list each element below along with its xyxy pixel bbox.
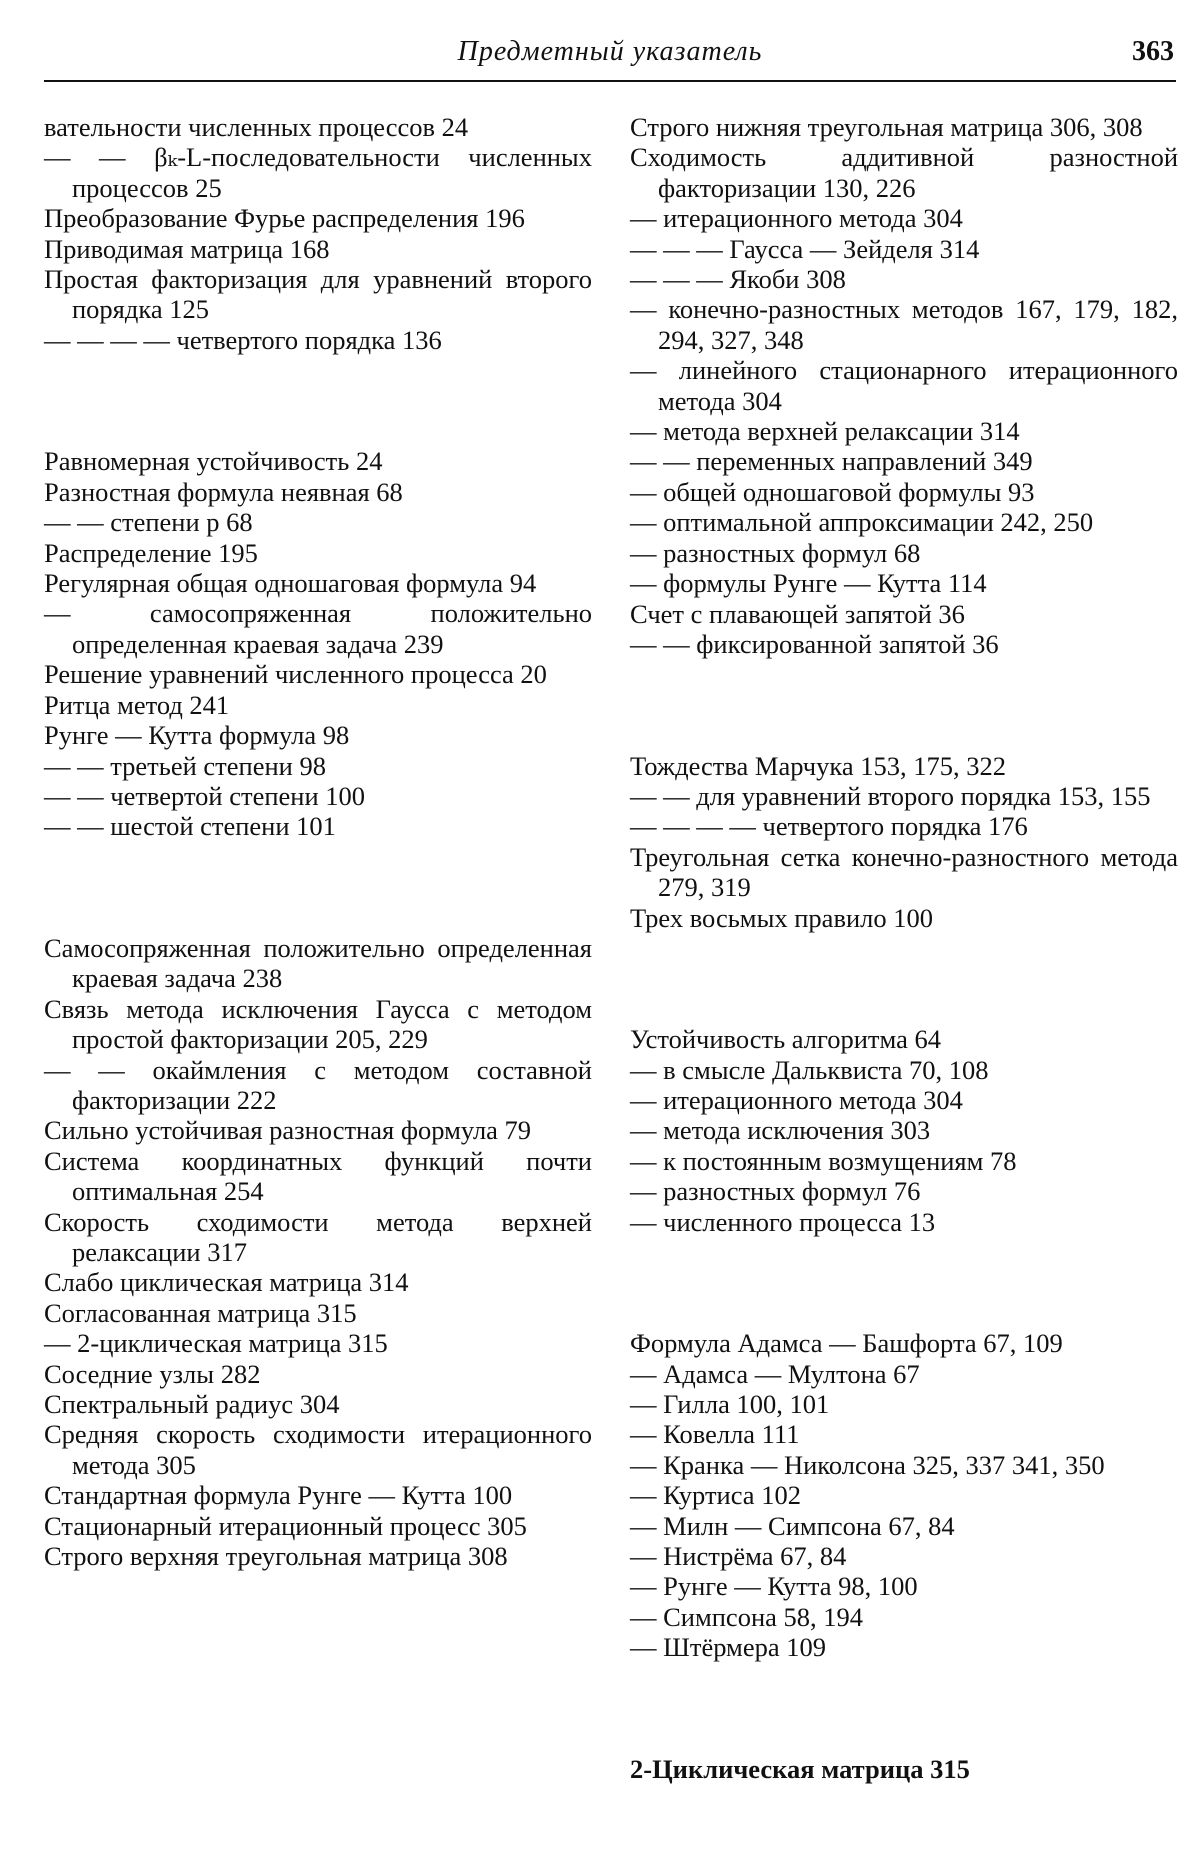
index-entry: — итерационного метода 304 xyxy=(630,1085,1178,1115)
section-gap xyxy=(630,659,1178,750)
index-entry: — Рунге — Кутта 98, 100 xyxy=(630,1571,1178,1601)
index-entry: — — четвертой степени 100 xyxy=(44,781,592,811)
index-entry: — Ковелла 111 xyxy=(630,1419,1178,1449)
index-entry: — к постоянным возмущениям 78 xyxy=(630,1146,1178,1176)
index-entry: — Симпсона 58, 194 xyxy=(630,1602,1178,1632)
index-entry: — — шестой степени 101 xyxy=(44,811,592,841)
index-entry: Формула Адамса — Башфорта 67, 109 xyxy=(630,1328,1178,1358)
index-entry: — — — — четвертого порядка 176 xyxy=(630,811,1178,841)
index-entry: — — степени p 68 xyxy=(44,507,592,537)
index-entry: — самосопряженная положительно определенная краевая задача 239 xyxy=(44,598,592,659)
index-entry: — формулы Рунге — Кутта 114 xyxy=(630,568,1178,598)
index-entry: — Нистрёма 67, 84 xyxy=(630,1541,1178,1571)
section-gap xyxy=(44,842,592,933)
index-entry: Преобразование Фурье распределения 196 xyxy=(44,203,592,233)
index-entry: Система координатных функций почти оптимальная 254 xyxy=(44,1146,592,1207)
index-entry: — в смысле Дальквиста 70, 108 xyxy=(630,1055,1178,1085)
index-entry: Устойчивость алгоритма 64 xyxy=(630,1024,1178,1054)
index-entry: Регулярная общая одношаговая формула 94 xyxy=(44,568,592,598)
index-entry: Стационарный итерационный процесс 305 xyxy=(44,1511,592,1541)
index-entry: — линейного стационарного итерационного метода 304 xyxy=(630,355,1178,416)
index-entry: — — — Якоби 308 xyxy=(630,264,1178,294)
index-entry: — метода исключения 303 xyxy=(630,1115,1178,1145)
index-entry: — Штёрмера 109 xyxy=(630,1632,1178,1662)
index-entry: — итерационного метода 304 xyxy=(630,203,1178,233)
index-entry: — Милн — Симпсона 67, 84 xyxy=(630,1511,1178,1541)
header-rule xyxy=(44,80,1176,82)
index-entry: — разностных формул 68 xyxy=(630,538,1178,568)
index-entry: — конечно-разностных методов 167, 179, 182, 294, 327, 348 xyxy=(630,294,1178,355)
section-gap xyxy=(44,355,592,446)
index-entry: Простая факторизация для уравнений второго порядка 125 xyxy=(44,264,592,325)
index-entry: Скорость сходимости метода верхней релаксации 317 xyxy=(44,1207,592,1268)
index-entry: 2-Циклическая матрица 315 xyxy=(630,1754,1178,1784)
index-entry: Строго нижняя треугольная матрица 306, 308 xyxy=(630,112,1178,142)
index-entry: — метода верхней релаксации 314 xyxy=(630,416,1178,446)
index-entry: — численного процесса 13 xyxy=(630,1207,1178,1237)
running-title: Предметный указатель xyxy=(44,36,1176,68)
index-entry: Средняя скорость сходимости итерационного метода 305 xyxy=(44,1419,592,1480)
index-entry: Приводимая матрица 168 xyxy=(44,234,592,264)
section-gap xyxy=(630,1663,1178,1754)
index-entry: Разностная формула неявная 68 xyxy=(44,477,592,507)
page-number: 363 xyxy=(1132,36,1174,68)
page-header xyxy=(44,32,1176,76)
index-entry: Треугольная сетка конечно-разностного метода 279, 319 xyxy=(630,842,1178,903)
index-column-left xyxy=(44,112,592,1571)
index-column-right xyxy=(630,112,1178,1784)
index-entry: — — третьей степени 98 xyxy=(44,751,592,781)
index-entry: — — βₖ-L-последовательности численных процессов 25 xyxy=(44,142,592,203)
index-entry: Распределение 195 xyxy=(44,538,592,568)
index-entry: Спектральный радиус 304 xyxy=(44,1389,592,1419)
index-entry: Сходимость аддитивной разностной факторизации 130, 226 xyxy=(630,142,1178,203)
section-gap xyxy=(630,1237,1178,1328)
index-entry: Согласованная матрица 315 xyxy=(44,1298,592,1328)
index-entry: Равномерная устойчивость 24 xyxy=(44,446,592,476)
index-entry: Стандартная формула Рунге — Кутта 100 xyxy=(44,1480,592,1510)
index-entry: Тождества Марчука 153, 175, 322 xyxy=(630,751,1178,781)
index-entry: — — окаймления с методом составной факторизации 222 xyxy=(44,1055,592,1116)
section-gap xyxy=(630,933,1178,1024)
index-entry: — Гилла 100, 101 xyxy=(630,1389,1178,1419)
index-entry: — — — — четвертого порядка 136 xyxy=(44,325,592,355)
index-entry: Счет с плавающей запятой 36 xyxy=(630,599,1178,629)
index-entry: Соседние узлы 282 xyxy=(44,1359,592,1389)
index-entry: — Кранка — Николсона 325, 337 341, 350 xyxy=(630,1450,1178,1480)
index-entry: Слабо циклическая матрица 314 xyxy=(44,1267,592,1297)
index-entry: Строго верхняя треугольная матрица 308 xyxy=(44,1541,592,1571)
index-entry: — Куртиса 102 xyxy=(630,1480,1178,1510)
index-entry: Сильно устойчивая разностная формула 79 xyxy=(44,1115,592,1145)
index-entry: — — переменных направлений 349 xyxy=(630,446,1178,476)
index-entry: — общей одношаговой формулы 93 xyxy=(630,477,1178,507)
index-entry: Ритца метод 241 xyxy=(44,690,592,720)
index-entry: Рунге — Кутта формула 98 xyxy=(44,720,592,750)
index-entry: — 2-циклическая матрица 315 xyxy=(44,1328,592,1358)
index-entry: — разностных формул 76 xyxy=(630,1176,1178,1206)
index-entry: — — — Гаусса — Зейделя 314 xyxy=(630,234,1178,264)
index-entry: — — фиксированной запятой 36 xyxy=(630,629,1178,659)
index-entry: Связь метода исключения Гаусса с методом простой факторизации 205, 229 xyxy=(44,994,592,1055)
index-entry: — оптимальной аппроксимации 242, 250 xyxy=(630,507,1178,537)
index-entry: Трех восьмых правило 100 xyxy=(630,903,1178,933)
index-entry: вательности численных процессов 24 xyxy=(44,112,592,142)
index-entry: Решение уравнений численного процесса 20 xyxy=(44,659,592,689)
index-entry: — — для уравнений второго порядка 153, 155 xyxy=(630,781,1178,811)
index-entry: Самосопряженная положительно определенная краевая задача 238 xyxy=(44,933,592,994)
index-entry: — Адамса — Мултона 67 xyxy=(630,1359,1178,1389)
